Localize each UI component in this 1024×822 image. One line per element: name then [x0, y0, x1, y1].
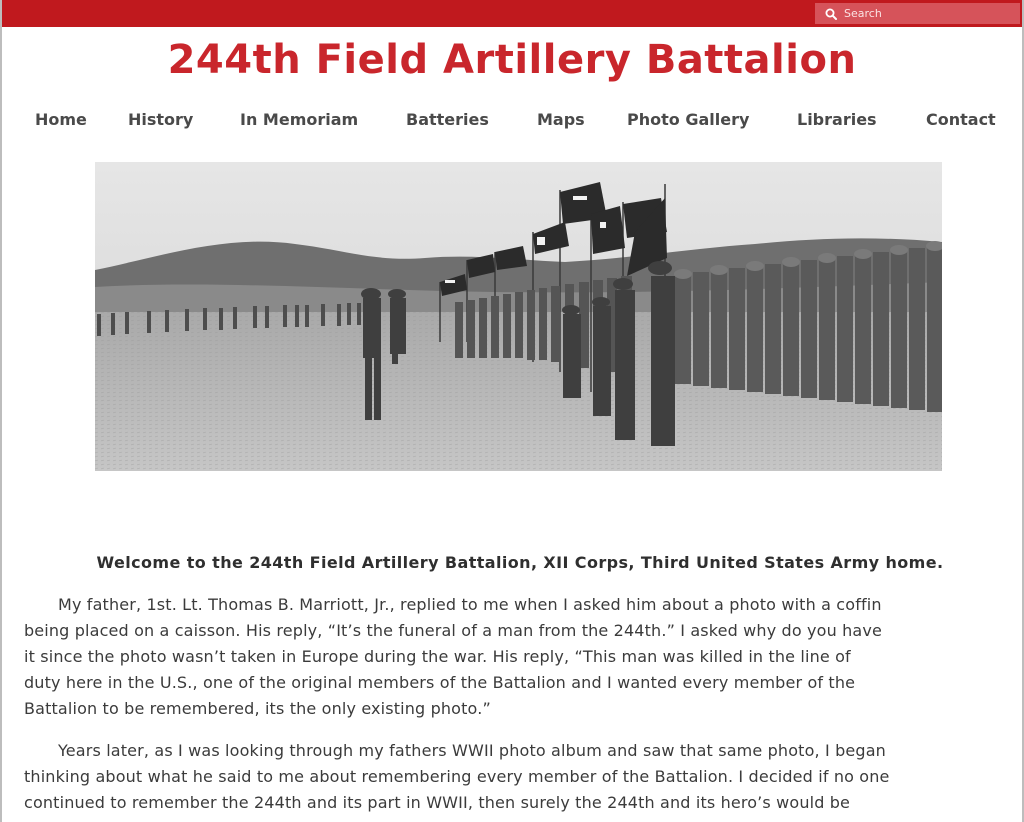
nav-in-memoriam[interactable]: In Memoriam — [240, 110, 359, 129]
paragraph-line: being placed on a caisson. His reply, “It’s the funeral of a man from the 244th.” I asked why do you have — [24, 621, 882, 640]
search-input[interactable] — [844, 7, 1014, 20]
paragraph-line: Years later, as I was looking through my fathers WWII photo album and saw that same photo, I began — [58, 741, 886, 760]
nav-history[interactable]: History — [128, 110, 194, 129]
paragraph-line: Battalion to be remembered, its the only existing photo.” — [24, 699, 491, 718]
search-box[interactable] — [815, 3, 1020, 24]
paragraph-line: continued to remember the 244th and its part in WWII, then surely the 244th and its hero’s would be — [24, 793, 851, 812]
welcome-heading: Welcome to the 244th Field Artillery Battalion, XII Corps, Third United States Army home. — [96, 553, 944, 572]
paragraph-years-later — [24, 738, 1009, 816]
nav-home[interactable]: Home — [35, 110, 87, 129]
search-icon — [825, 8, 837, 20]
main-nav — [0, 110, 1024, 134]
nav-libraries[interactable]: Libraries — [797, 110, 877, 129]
nav-contact[interactable]: Contact — [926, 110, 996, 129]
site-title[interactable]: 244th Field Artillery Battalion — [167, 37, 857, 83]
top-bar — [0, 0, 1024, 27]
nav-batteries[interactable]: Batteries — [406, 110, 489, 129]
paragraph-father — [24, 592, 1009, 722]
paragraph-line: it since the photo wasn’t taken in Europe during the war. His reply, “This man was killed in the line of — [24, 647, 851, 666]
nav-photo-gallery[interactable]: Photo Gallery — [627, 110, 750, 129]
paragraph-line: My father, 1st. Lt. Thomas B. Marriott, Jr., replied to me when I asked him about a photo with a coffin — [58, 595, 882, 614]
paragraph-line: thinking about what he said to me about remembering every member of the Battalion. I decided if no one — [24, 767, 890, 786]
hero-photo — [95, 162, 942, 471]
nav-maps[interactable]: Maps — [537, 110, 585, 129]
paragraph-line: duty here in the U.S., one of the original members of the Battalion and I wanted every member of the — [24, 673, 856, 692]
